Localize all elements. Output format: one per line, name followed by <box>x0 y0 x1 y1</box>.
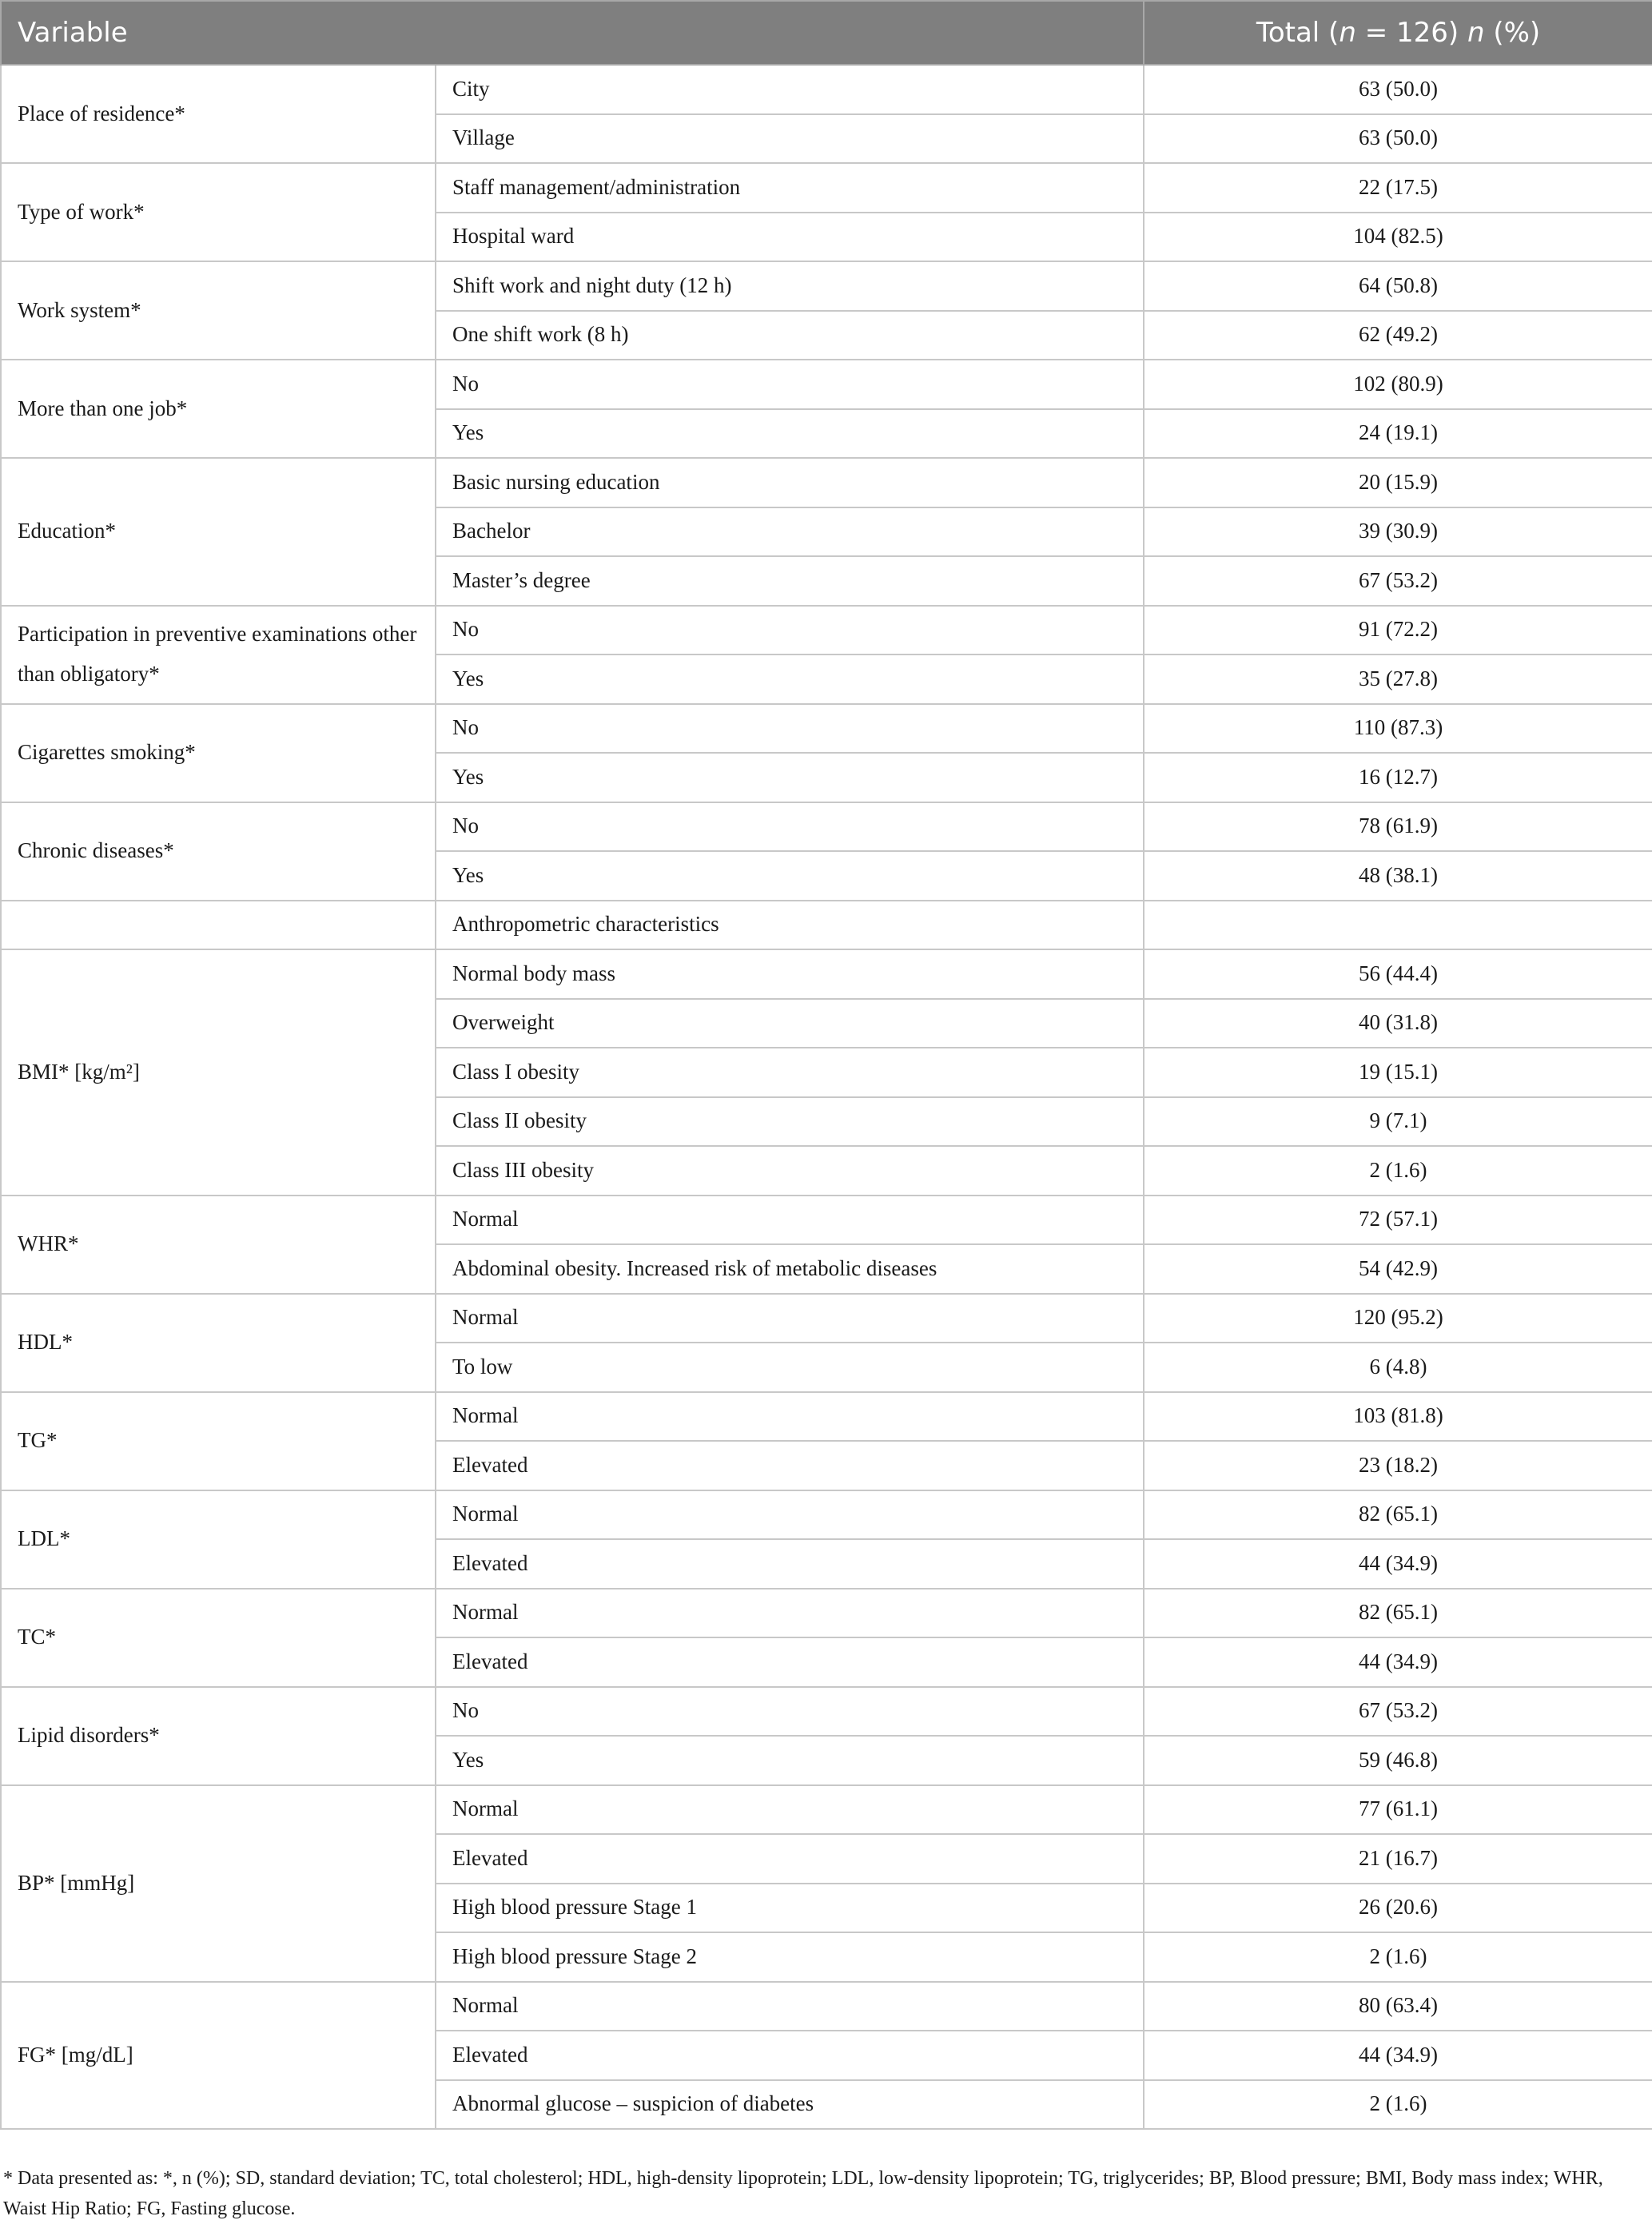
table-footnote: * Data presented as: *, n (%); SD, standard deviation; TC, total cholesterol; HDL, high-density lipoprotein; LDL, low-density lipoprotein; TG, triglycerides; BP, Blood pressure; BMI, Body mass index; WHR, Waist Hip Ratio; FG, Fasting glucose. <box>3 2168 1603 2220</box>
table-body <box>1 65 1652 2129</box>
variable-cell: FG* [mg/dL] <box>1 1982 436 2130</box>
table-row <box>1 949 1652 999</box>
variable-cell: Chronic diseases* <box>1 802 436 901</box>
value-cell: 104 (82.5) <box>1144 213 1652 262</box>
value-cell: 44 (34.9) <box>1144 2031 1652 2080</box>
value-cell: 120 (95.2) <box>1144 1294 1652 1343</box>
category-cell: No <box>436 802 1144 852</box>
variable-cell: BMI* [kg/m²] <box>1 949 436 1196</box>
value-cell: 24 (19.1) <box>1144 409 1652 459</box>
value-cell: 54 (42.9) <box>1144 1244 1652 1294</box>
table-row <box>1 802 1652 852</box>
value-cell: 67 (53.2) <box>1144 1687 1652 1737</box>
category-cell: Yes <box>436 851 1144 901</box>
table-row <box>1 1687 1652 1737</box>
value-cell: 103 (81.8) <box>1144 1392 1652 1442</box>
value-cell: 22 (17.5) <box>1144 163 1652 213</box>
variable-cell <box>1 901 436 950</box>
table-row <box>1 1294 1652 1343</box>
header-total <box>1144 1 1652 65</box>
value-cell: 62 (49.2) <box>1144 311 1652 360</box>
category-cell: Class II obesity <box>436 1097 1144 1147</box>
value-cell: 21 (16.7) <box>1144 1834 1652 1884</box>
table-row <box>1 1490 1652 1540</box>
category-cell: Yes <box>436 753 1144 802</box>
header-total-n2: n <box>1467 17 1485 49</box>
value-cell: 63 (50.0) <box>1144 65 1652 114</box>
value-cell: 40 (31.8) <box>1144 999 1652 1048</box>
value-cell: 72 (57.1) <box>1144 1196 1652 1245</box>
category-cell: Yes <box>436 1736 1144 1785</box>
value-cell: 44 (34.9) <box>1144 1637 1652 1687</box>
value-cell: 82 (65.1) <box>1144 1589 1652 1638</box>
value-cell: 64 (50.8) <box>1144 261 1652 311</box>
value-cell: 26 (20.6) <box>1144 1884 1652 1933</box>
value-cell <box>1144 901 1652 950</box>
table-row <box>1 606 1652 655</box>
category-cell: Master’s degree <box>436 556 1144 606</box>
category-cell: Basic nursing education <box>436 458 1144 507</box>
category-cell: Yes <box>436 409 1144 459</box>
category-cell: Shift work and night duty (12 h) <box>436 261 1144 311</box>
value-cell: 91 (72.2) <box>1144 606 1652 655</box>
category-cell: Normal <box>436 1490 1144 1540</box>
category-cell: Normal <box>436 1196 1144 1245</box>
header-total-suffix: (%) <box>1484 17 1541 49</box>
value-cell: 16 (12.7) <box>1144 753 1652 802</box>
value-cell: 80 (63.4) <box>1144 1982 1652 2031</box>
value-cell: 20 (15.9) <box>1144 458 1652 507</box>
category-cell: Normal <box>436 1589 1144 1638</box>
value-cell: 2 (1.6) <box>1144 1932 1652 1982</box>
header-total-n: n <box>1339 17 1356 49</box>
header-total-mid: = 126) <box>1355 17 1467 49</box>
value-cell: 59 (46.8) <box>1144 1736 1652 1785</box>
category-cell: Normal <box>436 1785 1144 1835</box>
value-cell: 77 (61.1) <box>1144 1785 1652 1835</box>
value-cell: 19 (15.1) <box>1144 1048 1652 1097</box>
table-header-row <box>1 1 1652 65</box>
category-cell: Overweight <box>436 999 1144 1048</box>
category-cell: Elevated <box>436 2031 1144 2080</box>
category-cell: Staff management/administration <box>436 163 1144 213</box>
category-cell: City <box>436 65 1144 114</box>
variable-cell: HDL* <box>1 1294 436 1392</box>
value-cell: 56 (44.4) <box>1144 949 1652 999</box>
table-row <box>1 1785 1652 1835</box>
value-cell: 82 (65.1) <box>1144 1490 1652 1540</box>
variable-cell: Place of residence* <box>1 65 436 163</box>
table-row <box>1 360 1652 409</box>
variable-cell: Education* <box>1 458 436 606</box>
category-cell: High blood pressure Stage 1 <box>436 1884 1144 1933</box>
category-cell: Class III obesity <box>436 1146 1144 1196</box>
category-cell: Normal body mass <box>436 949 1144 999</box>
header-variable: Variable <box>1 1 1144 65</box>
table-row <box>1 1589 1652 1638</box>
variable-cell: Lipid disorders* <box>1 1687 436 1785</box>
category-cell: Elevated <box>436 1834 1144 1884</box>
value-cell: 67 (53.2) <box>1144 556 1652 606</box>
variable-cell: Work system* <box>1 261 436 360</box>
table-row <box>1 458 1652 507</box>
header-total-prefix: Total ( <box>1256 17 1340 49</box>
table-row <box>1 901 1652 950</box>
category-cell: Anthropometric characteristics <box>436 901 1144 950</box>
category-cell: High blood pressure Stage 2 <box>436 1932 1144 1982</box>
category-cell: No <box>436 606 1144 655</box>
table-row <box>1 65 1652 114</box>
category-cell: Elevated <box>436 1441 1144 1490</box>
value-cell: 110 (87.3) <box>1144 704 1652 754</box>
value-cell: 39 (30.9) <box>1144 507 1652 557</box>
value-cell: 23 (18.2) <box>1144 1441 1652 1490</box>
value-cell: 63 (50.0) <box>1144 114 1652 164</box>
value-cell: 102 (80.9) <box>1144 360 1652 409</box>
table-row <box>1 1392 1652 1442</box>
category-cell: One shift work (8 h) <box>436 311 1144 360</box>
category-cell: Normal <box>436 1294 1144 1343</box>
category-cell: Elevated <box>436 1539 1144 1589</box>
value-cell: 78 (61.9) <box>1144 802 1652 852</box>
table-row <box>1 1982 1652 2031</box>
category-cell: No <box>436 704 1144 754</box>
variable-cell: TC* <box>1 1589 436 1687</box>
category-cell: Abdominal obesity. Increased risk of metabolic diseases <box>436 1244 1144 1294</box>
category-cell: Elevated <box>436 1637 1144 1687</box>
variable-cell: More than one job* <box>1 360 436 458</box>
variable-cell: LDL* <box>1 1490 436 1589</box>
category-cell: Normal <box>436 1392 1144 1442</box>
variable-cell: Participation in preventive examinations other than obligatory* <box>1 606 436 704</box>
value-cell: 35 (27.8) <box>1144 654 1652 704</box>
variable-cell: TG* <box>1 1392 436 1490</box>
variable-cell: BP* [mmHg] <box>1 1785 436 1982</box>
category-cell: Yes <box>436 654 1144 704</box>
variable-cell: WHR* <box>1 1196 436 1294</box>
table-row <box>1 163 1652 213</box>
category-cell: Bachelor <box>436 507 1144 557</box>
variable-cell: Cigarettes smoking* <box>1 704 436 802</box>
category-cell: Abnormal glucose – suspicion of diabetes <box>436 2080 1144 2130</box>
variable-cell: Type of work* <box>1 163 436 261</box>
value-cell: 2 (1.6) <box>1144 2080 1652 2130</box>
category-cell: Hospital ward <box>436 213 1144 262</box>
table-row <box>1 261 1652 311</box>
value-cell: 44 (34.9) <box>1144 1539 1652 1589</box>
value-cell: 48 (38.1) <box>1144 851 1652 901</box>
category-cell: Village <box>436 114 1144 164</box>
category-cell: No <box>436 360 1144 409</box>
table-row <box>1 1196 1652 1245</box>
category-cell: Normal <box>436 1982 1144 2031</box>
category-cell: No <box>436 1687 1144 1737</box>
value-cell: 6 (4.8) <box>1144 1343 1652 1392</box>
table-row <box>1 704 1652 754</box>
category-cell: Class I obesity <box>436 1048 1144 1097</box>
category-cell: To low <box>436 1343 1144 1392</box>
value-cell: 2 (1.6) <box>1144 1146 1652 1196</box>
value-cell: 9 (7.1) <box>1144 1097 1652 1147</box>
